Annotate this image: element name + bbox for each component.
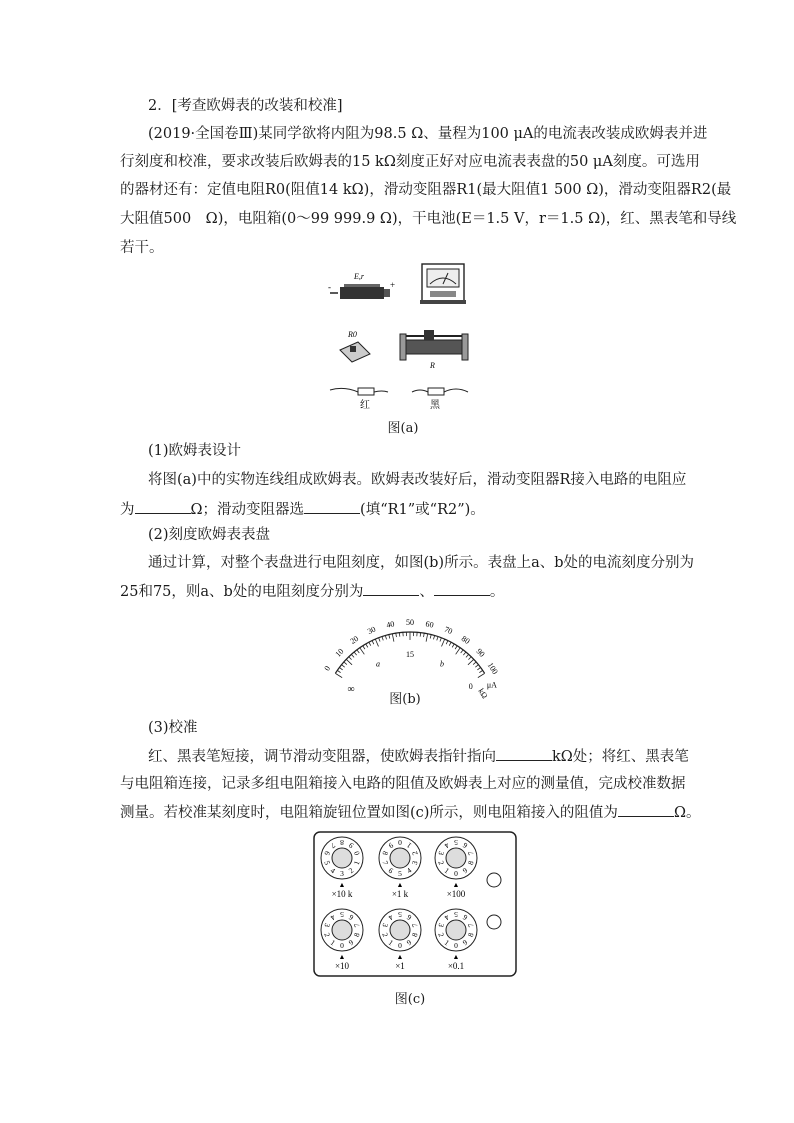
scale-tick xyxy=(392,634,394,642)
dial-digit: 8 xyxy=(465,931,476,938)
part1-line2-c: (填“R1”或“R2”)。 xyxy=(360,502,485,518)
dial-multiplier-label: ×100 xyxy=(446,889,466,899)
intro-line: (2019·全国卷Ⅲ)某同学欲将内阻为98.5 Ω、量程为100 μA的电流表改装成欧姆表并进 xyxy=(148,126,708,142)
scale-tick xyxy=(446,641,448,645)
scale-tick xyxy=(363,646,365,649)
battery-plus: + xyxy=(390,280,396,290)
dial-digit: 6 xyxy=(404,912,414,923)
scale-tick xyxy=(360,648,365,655)
r0-label: R0 xyxy=(348,330,357,339)
dial-knob[interactable] xyxy=(435,909,477,951)
dial-digit: 6 xyxy=(460,912,470,923)
dial-digit: 5 xyxy=(398,869,402,878)
dial-digit: 8 xyxy=(465,859,476,866)
dial-multiplier-label: ×0.1 xyxy=(447,961,465,971)
scale-tick xyxy=(344,662,347,665)
part3-title: (3)校准 xyxy=(148,720,198,736)
scale-tick xyxy=(339,667,342,669)
scale-tick xyxy=(468,659,474,665)
scale-tick xyxy=(366,644,368,647)
scale-tick xyxy=(369,642,371,646)
dial-digit: 6 xyxy=(386,865,396,876)
dial-digit: 9 xyxy=(346,937,356,948)
scale-tick xyxy=(349,657,352,660)
scale-tick xyxy=(437,637,438,641)
terminal-icon xyxy=(487,915,501,929)
battery-icon xyxy=(330,284,390,299)
dial-digit: 3 xyxy=(436,922,447,929)
scale-tick xyxy=(477,667,480,669)
scale-tick xyxy=(461,650,463,653)
pointer-arrow-icon: ▲ xyxy=(452,881,460,889)
scale-tick xyxy=(433,636,434,640)
part1-title: (1)欧姆表设计 xyxy=(148,443,242,459)
dial-digit: 0 xyxy=(398,941,402,950)
dial-digit: 2 xyxy=(436,859,447,866)
dial-digit: 7 xyxy=(380,859,391,866)
pointer-arrow-icon: ▲ xyxy=(452,953,460,961)
scale-tick xyxy=(475,665,478,668)
part2-line2-a: 25和75，则a、b处的电阻刻度分别为 xyxy=(120,584,364,600)
dial-digit: 0 xyxy=(351,850,362,857)
dial-digit: 4 xyxy=(386,912,396,923)
intro-line: 的器材还有：定值电阻R0(阻值14 kΩ)，滑动变阻器R1(最大阻值1 500 Ω)，滑动变阻器R2(最 xyxy=(120,182,732,198)
dial-digit: 9 xyxy=(460,937,470,948)
fixed-resistor-icon xyxy=(340,342,370,362)
dial-digit: 4 xyxy=(328,912,338,923)
dial-digit: 2 xyxy=(380,931,391,938)
dial-digit: 1 xyxy=(351,859,362,866)
dial-digit: 5 xyxy=(454,838,458,847)
dial-digit: 6 xyxy=(322,850,333,857)
intro-line: 若干。 xyxy=(120,240,164,256)
dial-digit: 0 xyxy=(454,941,458,950)
dial-multiplier-label: ×10 k xyxy=(331,889,353,899)
current-tick-label: 50 xyxy=(406,618,414,627)
dial-digit: 3 xyxy=(436,850,447,857)
part1-line2-a: 为 xyxy=(120,502,135,518)
dial-digit: 5 xyxy=(454,910,458,919)
rheostat-icon xyxy=(400,330,468,360)
point-b-label: b xyxy=(439,659,444,669)
part2-line1: 通过计算，对整个表盘进行电阻刻度，如图(b)所示。表盘上a、b处的电流刻度分别为 xyxy=(148,555,695,571)
microammeter-icon xyxy=(420,264,466,304)
dial-digit: 4 xyxy=(442,912,452,923)
answer-blank-3[interactable] xyxy=(363,581,419,596)
dial-digit: 1 xyxy=(386,937,396,948)
dial-digit: 3 xyxy=(380,922,391,929)
current-tick-label: 70 xyxy=(442,624,454,637)
figure-b-caption: 图(b) xyxy=(389,692,421,707)
dial-digit: 4 xyxy=(328,865,338,876)
answer-blank-6[interactable] xyxy=(618,802,674,817)
scale-tick xyxy=(440,638,441,642)
dial-digit: 1 xyxy=(442,937,452,948)
current-tick-label: 0 xyxy=(322,664,333,673)
dial-digit: 8 xyxy=(409,931,420,938)
current-tick-label: 60 xyxy=(424,619,435,630)
dial-digit: 8 xyxy=(380,850,391,857)
current-unit-label: μA xyxy=(486,680,497,690)
dial-digit: 3 xyxy=(340,869,344,878)
dial-digit: 7 xyxy=(351,922,362,929)
scale-tick xyxy=(351,654,354,657)
dial-digit: 8 xyxy=(351,931,362,938)
intro-line: 行刻度和校准，要求改装后欧姆表的15 kΩ刻度正好对应电流表表盘的50 μA刻度。可选用 xyxy=(120,154,700,170)
scale-tick xyxy=(455,646,457,649)
battery-minus: - xyxy=(328,282,331,292)
part3-line3-a: 测量。若校准某刻度时，电阻箱旋钮位置如图(c)所示，则电阻箱接入的阻值为 xyxy=(120,805,618,821)
scale-tick xyxy=(337,670,340,672)
dial-digit: 9 xyxy=(460,865,470,876)
dial-digit: 2 xyxy=(322,931,333,938)
figure-a-caption: 图(a) xyxy=(387,421,419,436)
intro-line: 大阻值500 Ω)，电阻箱(0～99 999.9 Ω)，干电池(E＝1.5 V，r＝1.5 Ω)，红、黑表笔和导线 xyxy=(120,211,737,227)
part3-line3-b: Ω。 xyxy=(673,805,701,821)
dial-digit: 9 xyxy=(386,840,396,851)
current-tick-label: 10 xyxy=(333,646,346,659)
scale-tick xyxy=(354,652,357,655)
dial-digit: 6 xyxy=(346,912,356,923)
ohm-unit-label: kΩ xyxy=(476,686,490,701)
scale-tick xyxy=(442,639,445,646)
answer-blank-5[interactable] xyxy=(496,746,552,761)
dial-digit: 7 xyxy=(328,840,338,851)
scale-tick xyxy=(335,673,342,677)
battery-label: E,r xyxy=(354,272,364,281)
part1-line1: 将图(a)中的实物连线组成欧姆表。欧姆表改装好后，滑动变阻器R接入电路的电阻应 xyxy=(148,472,687,488)
dial-digit: 7 xyxy=(465,922,476,929)
dial-knob[interactable] xyxy=(379,837,421,879)
dial-digit: 5 xyxy=(340,910,344,919)
answer-blank-4[interactable] xyxy=(434,581,490,596)
dial-multiplier-label: ×1 xyxy=(395,961,405,971)
part2-sep: 、 xyxy=(419,584,434,600)
dial-digit: 2 xyxy=(346,865,356,876)
part3-line1-a: 红、黑表笔短接，调节滑动变阻器，使欧姆表指针指向 xyxy=(148,749,496,765)
dial-multiplier-label: ×10 xyxy=(334,961,350,971)
scale-tick xyxy=(430,635,431,639)
part3-line1 xyxy=(148,746,689,767)
black-probe-icon xyxy=(412,388,468,395)
red-probe-icon xyxy=(330,388,388,395)
current-tick-label: 80 xyxy=(459,633,472,646)
dial-knob[interactable] xyxy=(321,837,363,879)
dial-digit: 2 xyxy=(409,850,420,857)
current-tick-label: 90 xyxy=(474,646,487,659)
mid-resistance-label: 15 xyxy=(406,650,414,659)
dial-digit: 7 xyxy=(409,922,420,929)
dial-digit: 0 xyxy=(340,941,344,950)
pointer-arrow-icon: ▲ xyxy=(338,953,346,961)
dial-digit: 4 xyxy=(404,865,414,876)
dial-digit: 3 xyxy=(409,859,420,866)
scale-tick xyxy=(424,633,425,637)
terminal-icon xyxy=(487,873,501,887)
part3-line3 xyxy=(120,802,700,823)
dial-knob[interactable] xyxy=(435,837,477,879)
scale-tick xyxy=(479,670,482,672)
problem-heading: 2．[考查欧姆表的改装和校准] xyxy=(148,98,343,114)
dial-digit: 1 xyxy=(442,865,452,876)
part3-line1-b: kΩ处；将红、黑表笔 xyxy=(552,749,689,765)
figure-c-resistance-box xyxy=(312,830,518,978)
zero-resistance-label: 0 xyxy=(468,681,473,691)
scale-tick xyxy=(456,648,461,655)
dial-digit: 2 xyxy=(436,931,447,938)
dial-digit: 1 xyxy=(404,840,414,851)
current-tick-label: 40 xyxy=(385,619,396,630)
part1-line2-b: Ω；滑动变阻器选 xyxy=(190,502,305,518)
figure-a xyxy=(320,262,480,412)
scale-tick xyxy=(463,652,466,655)
pointer-arrow-icon: ▲ xyxy=(338,881,346,889)
point-a-label: a xyxy=(376,659,381,669)
dial-knob[interactable] xyxy=(321,909,363,951)
scale-tick xyxy=(426,634,428,642)
dial-digit: 0 xyxy=(398,838,402,847)
current-tick-label: 100 xyxy=(485,660,500,676)
scale-tick xyxy=(452,644,454,647)
scale-tick xyxy=(379,638,380,642)
scale-tick xyxy=(473,662,476,665)
scale-tick xyxy=(346,659,352,665)
scale-tick xyxy=(385,636,386,640)
answer-blank-1[interactable] xyxy=(135,499,191,514)
scale-tick xyxy=(478,673,485,677)
scale-tick xyxy=(375,639,378,646)
dial-digit: 8 xyxy=(340,838,344,847)
dial-digit: 5 xyxy=(398,910,402,919)
scale-tick xyxy=(357,650,359,653)
scale-tick xyxy=(342,665,345,668)
dial-digit: 9 xyxy=(404,937,414,948)
scale-tick xyxy=(372,641,374,645)
dial-digit: 4 xyxy=(442,840,452,851)
answer-blank-2[interactable] xyxy=(304,499,360,514)
current-tick-label: 30 xyxy=(366,624,378,637)
part3-line2: 与电阻箱连接，记录多组电阻箱接入电路的阻值及欧姆表上对应的测量值，完成校准数据 xyxy=(120,776,686,792)
scale-tick xyxy=(468,657,471,660)
infinity-label: ∞ xyxy=(347,683,355,695)
pointer-arrow-icon: ▲ xyxy=(396,881,404,889)
rheostat-label: R xyxy=(430,361,435,370)
dial-multiplier-label: ×1 k xyxy=(391,889,409,899)
scale-tick xyxy=(449,642,451,646)
dial-digit: 7 xyxy=(465,850,476,857)
scale-tick xyxy=(466,654,469,657)
dial-digit: 1 xyxy=(328,937,338,948)
scale-tick xyxy=(396,633,397,637)
dial-knob[interactable] xyxy=(379,909,421,951)
scale-tick xyxy=(382,637,383,641)
figure-c-caption: 图(c) xyxy=(394,992,426,1007)
dial-digit: 0 xyxy=(454,869,458,878)
current-tick-label: 20 xyxy=(348,633,361,646)
dial-digit: 3 xyxy=(322,922,333,929)
black-probe-label: 黑 xyxy=(430,400,440,411)
dial-digit: 5 xyxy=(322,859,333,866)
part1-line2 xyxy=(120,499,485,520)
pointer-arrow-icon: ▲ xyxy=(396,953,404,961)
scale-tick xyxy=(389,635,390,639)
red-probe-label: 红 xyxy=(360,400,370,411)
dial-digit: 6 xyxy=(460,840,470,851)
part2-line2-end: 。 xyxy=(489,584,505,600)
part2-line2 xyxy=(120,581,504,602)
dial-digit: 9 xyxy=(346,840,356,851)
part2-title: (2)刻度欧姆表表盘 xyxy=(148,527,271,543)
